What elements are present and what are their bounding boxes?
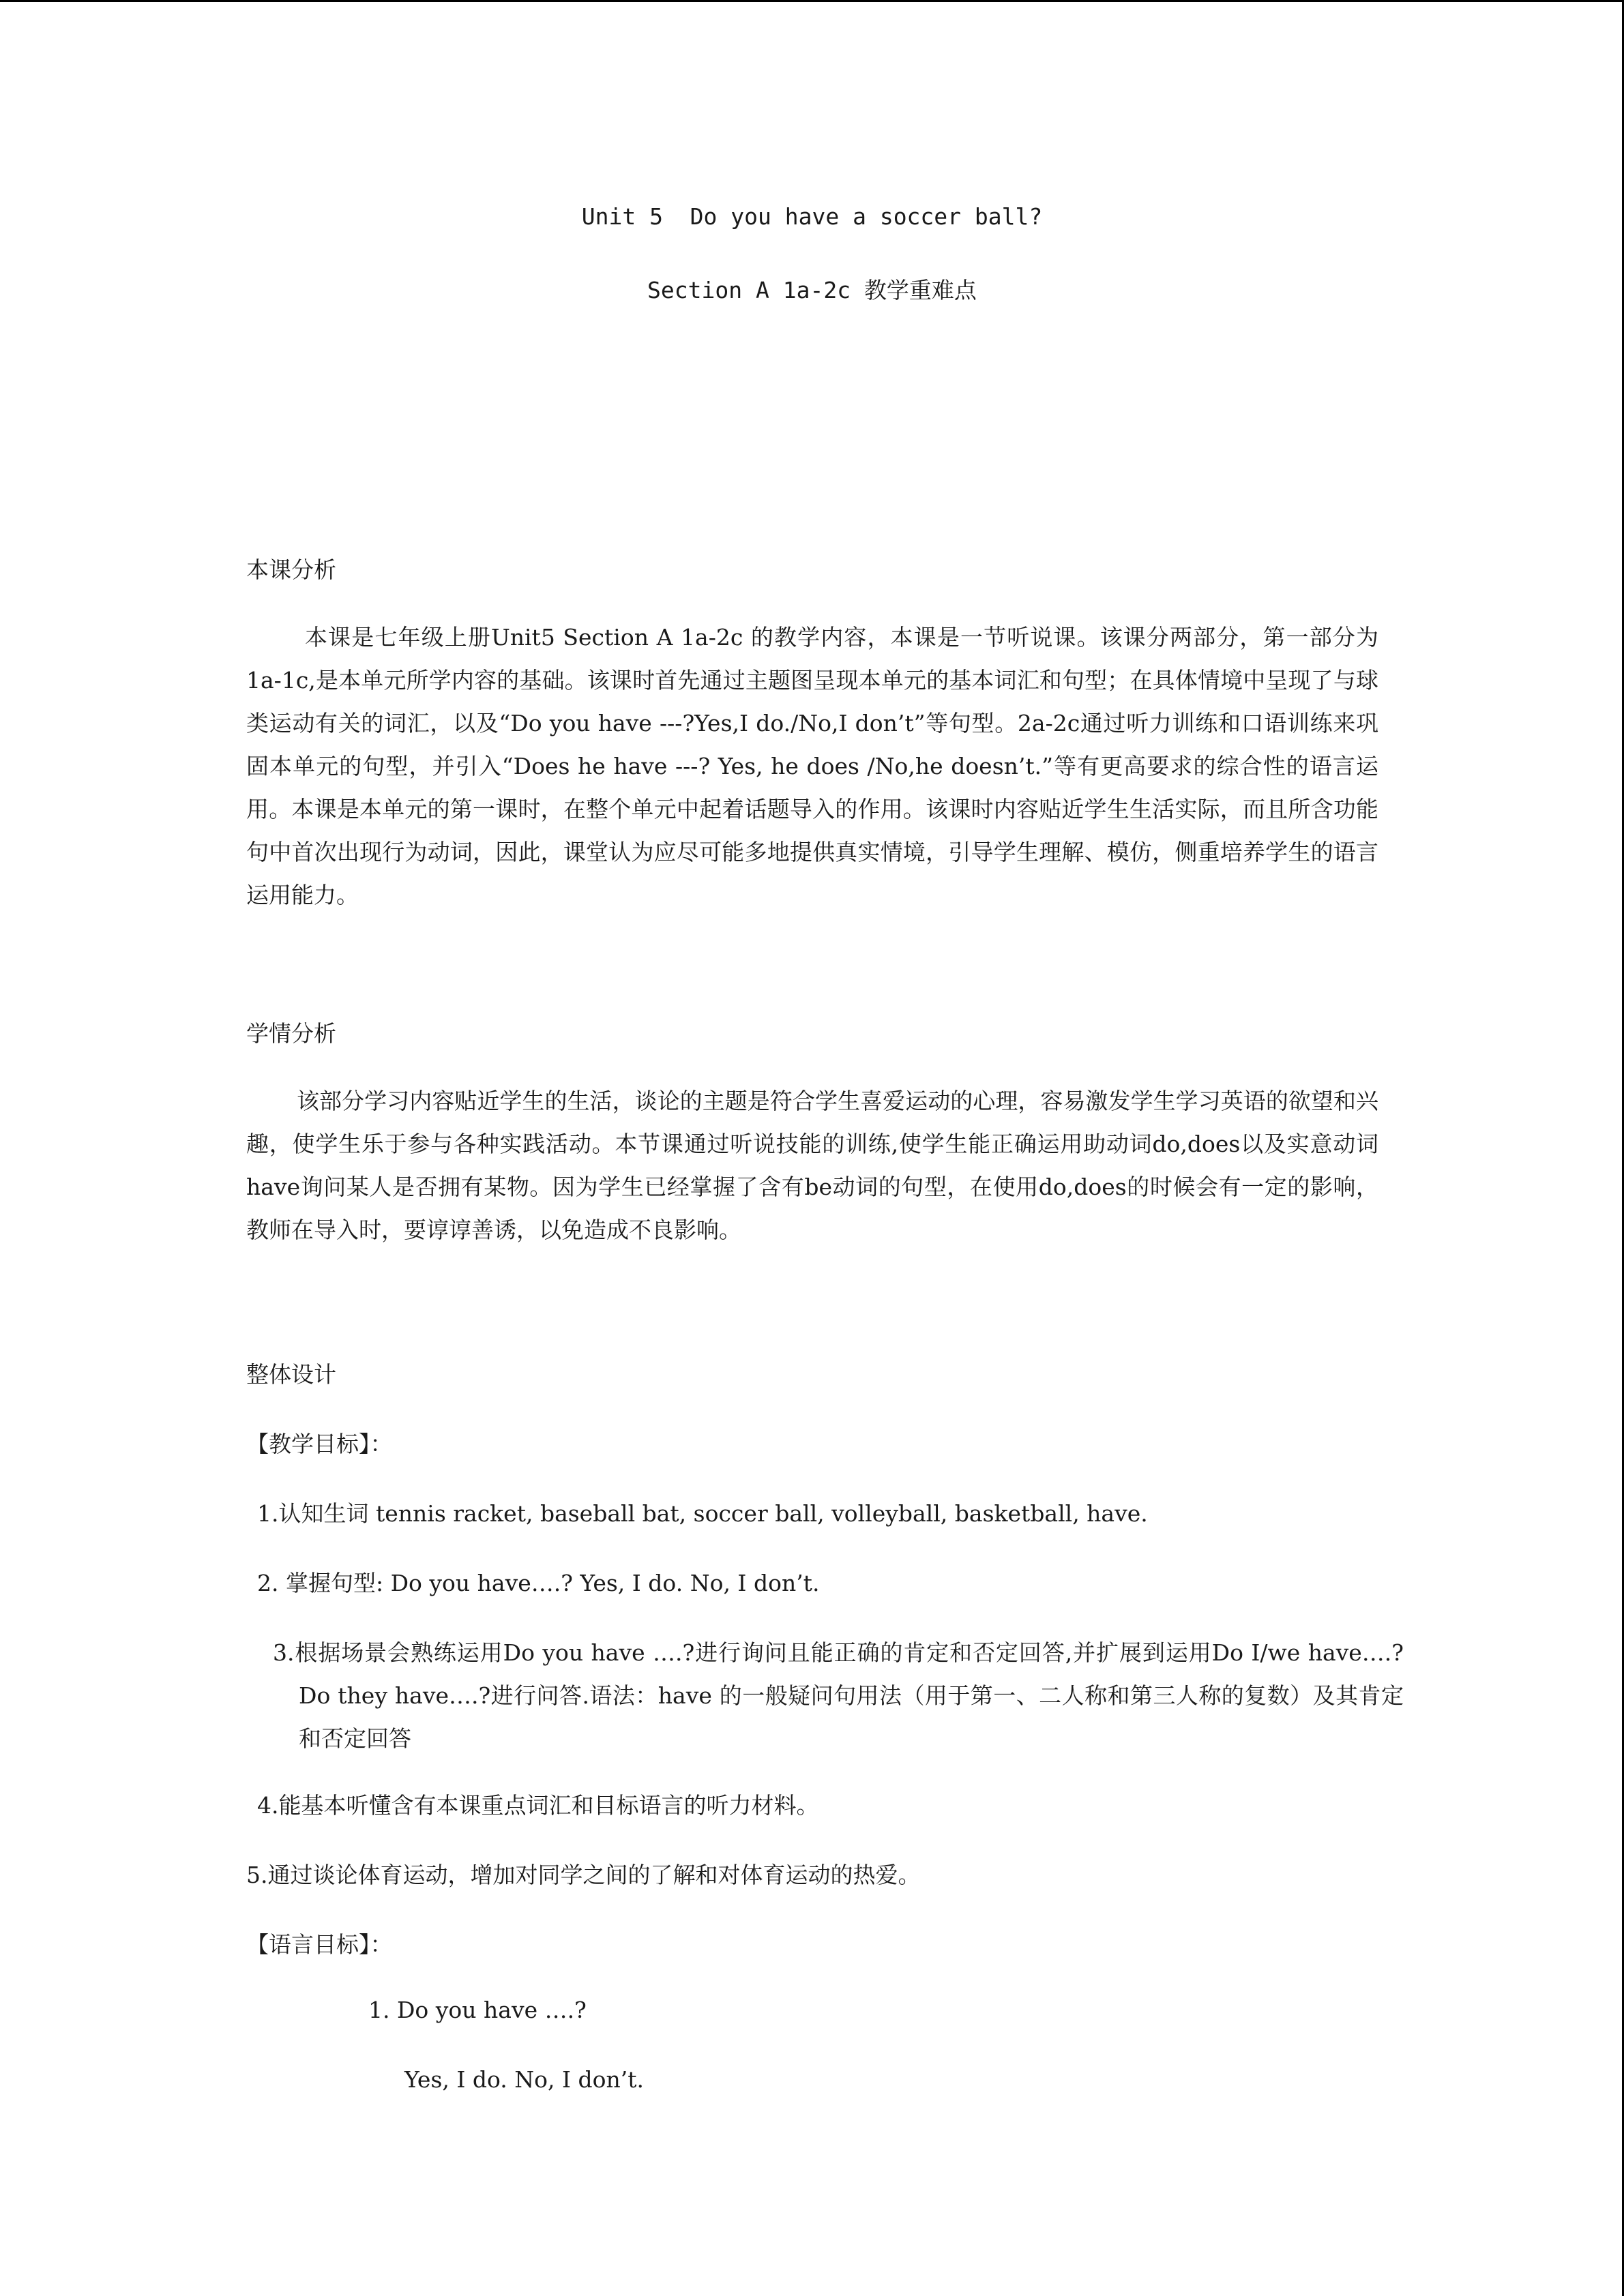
student-analysis-paragraph: 该部分学习内容贴近学生的生活，谈论的主题是符合学生喜爱运动的心理，容易激发学生学习英语的欲望和兴趣，使学生乐于参与各种实践活动。本节课通过听说技能的训练,使学生能正确运用助动词do,does以及实意动词have询问某人是否拥有某物。因为学生已经掌握了含有be动词的句型，在使用do,does的时候会有一定的影响，教师在导入时，要谆谆善诱，以免造成不良影响。 [246, 1088, 1378, 1243]
teaching-goal-item: 3.根据场景会熟练运用Do you have ….?进行询问且能正确的肯定和否定回答,并扩展到运用Do I/we have….? Do they have….?进行问答.语法：have 的一般疑问句用法（用于第一、二人称和第三人称的复数）及其肯定和否定回答 [273, 1639, 1404, 1752]
teaching-goal-item: 4.能基本听懂含有本课重点词汇和目标语言的听力材料。 [257, 1792, 819, 1819]
language-goal-item: Yes, I do. No, I don’t. [404, 2066, 645, 2093]
teaching-goal-item: 2. 掌握句型: Do you have….? Yes, I do. No, I don’t. [257, 1570, 820, 1596]
overall-design-heading: 整体设计 [246, 1361, 336, 1388]
lesson-analysis-heading: 本课分析 [246, 556, 336, 583]
teaching-goal-item: 5.通过谈论体育运动，增加对同学之间的了解和对体育运动的热爱。 [246, 1862, 921, 1888]
language-goals-label: 【语言目标】： [246, 1931, 393, 1958]
language-goal-item: 1. Do you have ….? [368, 1997, 587, 2023]
student-analysis-heading: 学情分析 [246, 1020, 336, 1047]
top-border-line [0, 0, 1624, 2]
teaching-goal-item: 1.认知生词 tennis racket, baseball bat, soccer ball, volleyball, basketball, have. [257, 1500, 1148, 1527]
lesson-analysis-paragraph: 本课是七年级上册Unit5 Section A 1a-2c 的教学内容，本课是一节听说课。该课分两部分，第一部分为1a-1c,是本单元所学内容的基础。该课时首先通过主题图呈现本单元的基本词汇和句型；在具体情境中呈现了与球类运动有关的词汇，以及“Do you have ---?Yes,I do./No,I don’t”等句型。2a-2c通过听力训练和口语训练来巩固本单元的句型，并引入“Does he have ---? Yes, he does /No,he doesn’t.”等有更高要求的综合性的语言运用。本课是本单元的第一课时，在整个单元中起着话题导入的作用。该课时内容贴近学生生活实际，而且所含功能句中首次出现行为动词，因此，课堂认为应尽可能多地提供真实情境，引导学生理解、模仿，侧重培养学生的语言运用能力。 [246, 624, 1378, 908]
document-title: Unit 5 Do you have a soccer ball? [581, 203, 1043, 230]
document-subtitle: Section A 1a-2c 教学重难点 [647, 277, 977, 303]
teaching-goals-label: 【教学目标】： [246, 1431, 393, 1457]
